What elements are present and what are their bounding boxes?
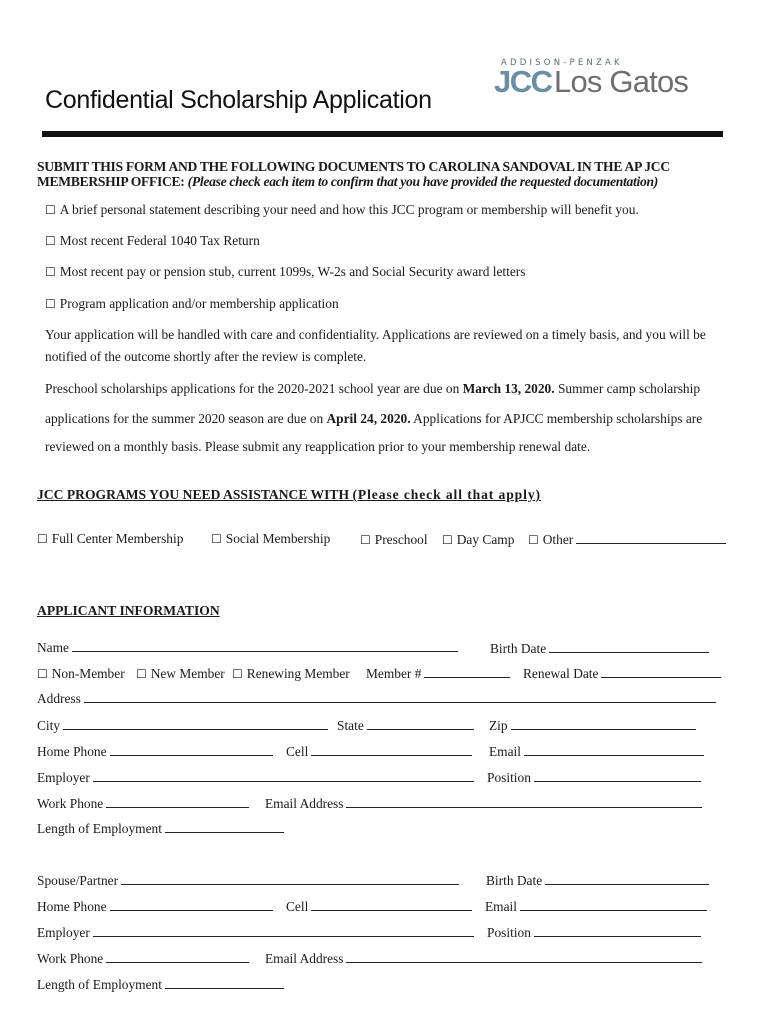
- member-number-input-line[interactable]: [424, 666, 510, 678]
- city-field[interactable]: City: [37, 718, 328, 734]
- spouse-employer-field[interactable]: Employer: [37, 925, 474, 941]
- checkbox-icon[interactable]: ☐: [37, 667, 48, 681]
- applicant-birth-date-field[interactable]: Birth Date: [490, 641, 709, 657]
- checkbox-icon[interactable]: ☐: [442, 533, 453, 547]
- instructions-line-2: MEMBERSHIP OFFICE:: [37, 173, 188, 189]
- length-employment-input-line[interactable]: [165, 821, 284, 833]
- doc-item-tax-return[interactable]: [45, 233, 260, 249]
- checkbox-icon[interactable]: ☐: [45, 203, 56, 217]
- position-input-line[interactable]: [534, 770, 701, 782]
- checkbox-icon[interactable]: ☐: [45, 234, 56, 248]
- state-input-line[interactable]: [367, 718, 474, 730]
- email-address-field[interactable]: Email Address: [265, 796, 702, 812]
- spouse-work-phone-input-line[interactable]: [106, 951, 249, 963]
- spouse-position-field[interactable]: Position: [487, 925, 701, 941]
- page-title: Confidential Scholarship Application: [45, 86, 432, 114]
- spouse-birth-date-input-line[interactable]: [545, 873, 709, 885]
- cell-field[interactable]: Cell: [286, 744, 472, 760]
- confidentiality-line-2: notified of the outcome shortly after the review is complete.: [45, 349, 367, 364]
- submission-instructions: [37, 160, 670, 189]
- position-field[interactable]: Position: [487, 770, 701, 786]
- spouse-email-address-field[interactable]: Email Address: [265, 951, 702, 967]
- state-field[interactable]: State: [337, 718, 474, 734]
- zip-input-line[interactable]: [511, 718, 696, 730]
- spouse-email-field[interactable]: Email: [485, 899, 707, 915]
- other-input-line[interactable]: [576, 532, 726, 544]
- logo-org-name: ADDISON-PENZAK: [501, 58, 623, 68]
- logo-jcc: JCC: [494, 64, 552, 99]
- spouse-partner-input-line[interactable]: [121, 873, 459, 885]
- camp-deadline: April 24, 2020.: [326, 411, 411, 426]
- confidentiality-line-1: Your application will be handled with care and confidentiality. Applications are reviewed on a timely basis, and you will be: [45, 327, 706, 342]
- doc-item-statement[interactable]: [45, 202, 639, 218]
- spouse-home-phone-input-line[interactable]: [110, 899, 273, 911]
- work-phone-field[interactable]: Work Phone: [37, 796, 249, 812]
- deadline-line-2: applications for the summer 2020 season are due on April 24, 2020. Applications for APJCC membership scholarships are: [45, 411, 703, 426]
- employer-input-line[interactable]: [93, 770, 474, 782]
- preschool-deadline: March 13, 2020.: [462, 381, 555, 396]
- address-input-line[interactable]: [84, 691, 716, 703]
- title-divider: [42, 131, 723, 137]
- address-field[interactable]: Address: [37, 691, 716, 707]
- logo-location: Los Gatos: [554, 64, 689, 99]
- home-phone-input-line[interactable]: [110, 744, 273, 756]
- status-new-member[interactable]: ☐ New Member: [136, 666, 225, 681]
- programs-heading: JCC PROGRAMS YOU NEED ASSISTANCE WITH (Please check all that apply): [37, 487, 541, 502]
- spouse-birth-date-field[interactable]: Birth Date: [486, 873, 709, 889]
- checkbox-icon[interactable]: ☐: [136, 667, 147, 681]
- birth-date-input-line[interactable]: [549, 641, 709, 653]
- deadline-line-3: reviewed on a monthly basis. Please submit any reapplication prior to your membership renewal date.: [45, 439, 591, 454]
- email-input-line[interactable]: [524, 744, 704, 756]
- spouse-email-address-input-line[interactable]: [346, 951, 702, 963]
- checkbox-icon[interactable]: ☐: [211, 532, 222, 546]
- length-employment-field[interactable]: Length of Employment: [37, 821, 284, 837]
- status-non-member[interactable]: ☐ Non-Member: [37, 666, 125, 681]
- cell-input-line[interactable]: [311, 744, 472, 756]
- spouse-work-phone-field[interactable]: Work Phone: [37, 951, 249, 967]
- checkbox-icon[interactable]: ☐: [37, 532, 48, 546]
- program-social[interactable]: ☐ Social Membership: [211, 531, 331, 546]
- checkbox-icon[interactable]: ☐: [360, 533, 371, 547]
- doc-item-program-application[interactable]: [45, 296, 339, 312]
- spouse-employer-input-line[interactable]: [93, 925, 474, 937]
- renewal-date-input-line[interactable]: [601, 666, 721, 678]
- program-full-center[interactable]: ☐ Full Center Membership: [37, 531, 184, 546]
- doc-item-pay-stub[interactable]: [45, 264, 525, 280]
- spouse-position-input-line[interactable]: [534, 925, 701, 937]
- spouse-home-phone-field[interactable]: Home Phone: [37, 899, 273, 915]
- checkbox-icon[interactable]: ☐: [45, 297, 56, 311]
- programs-heading-note: (Please check all that apply): [352, 487, 541, 502]
- city-input-line[interactable]: [63, 718, 328, 730]
- spouse-length-employment-field[interactable]: Length of Employment: [37, 977, 284, 993]
- applicant-name-field[interactable]: Name: [37, 640, 458, 656]
- doc-label: A brief personal statement describing your need and how this JCC program or membership will benefit you.: [59, 202, 639, 217]
- name-input-line[interactable]: [72, 640, 458, 652]
- email-field[interactable]: Email: [489, 744, 704, 760]
- status-renewing-member[interactable]: ☐ Renewing Member: [232, 666, 350, 681]
- spouse-cell-input-line[interactable]: [311, 899, 472, 911]
- spouse-partner-field[interactable]: Spouse/Partner: [37, 873, 459, 889]
- checkbox-icon[interactable]: ☐: [232, 667, 243, 681]
- home-phone-field[interactable]: Home Phone: [37, 744, 273, 760]
- renewal-date-field[interactable]: Renewal Date: [523, 666, 721, 682]
- zip-field[interactable]: Zip: [489, 718, 696, 734]
- doc-label: Most recent pay or pension stub, current 1099s, W-2s and Social Security award letters: [59, 264, 526, 279]
- checkbox-icon[interactable]: ☐: [528, 533, 539, 547]
- program-other[interactable]: ☐ Other: [528, 532, 726, 548]
- doc-label: Program application and/or membership application: [59, 296, 339, 311]
- email-address-input-line[interactable]: [346, 796, 702, 808]
- instructions-line-1: SUBMIT THIS FORM AND THE FOLLOWING DOCUMENTS TO CAROLINA SANDOVAL IN THE AP JCC: [37, 159, 670, 174]
- doc-label: Most recent Federal 1040 Tax Return: [59, 233, 260, 248]
- applicant-heading: APPLICANT INFORMATION: [37, 603, 220, 618]
- program-preschool[interactable]: ☐ Preschool: [360, 532, 428, 547]
- spouse-email-input-line[interactable]: [520, 899, 707, 911]
- member-number-field[interactable]: Member #: [366, 666, 510, 682]
- checkbox-icon[interactable]: ☐: [45, 265, 56, 279]
- program-day-camp[interactable]: ☐ Day Camp: [442, 532, 515, 547]
- employer-field[interactable]: Employer: [37, 770, 474, 786]
- instructions-note: (Please check each item to confirm that you have provided the requested documentation): [187, 173, 658, 189]
- spouse-length-employment-input-line[interactable]: [165, 977, 284, 989]
- work-phone-input-line[interactable]: [106, 796, 249, 808]
- deadline-line-1: Preschool scholarships applications for the 2020-2021 school year are due on March 13, 2020. Summer camp scholarship: [45, 381, 701, 396]
- spouse-cell-field[interactable]: Cell: [286, 899, 472, 915]
